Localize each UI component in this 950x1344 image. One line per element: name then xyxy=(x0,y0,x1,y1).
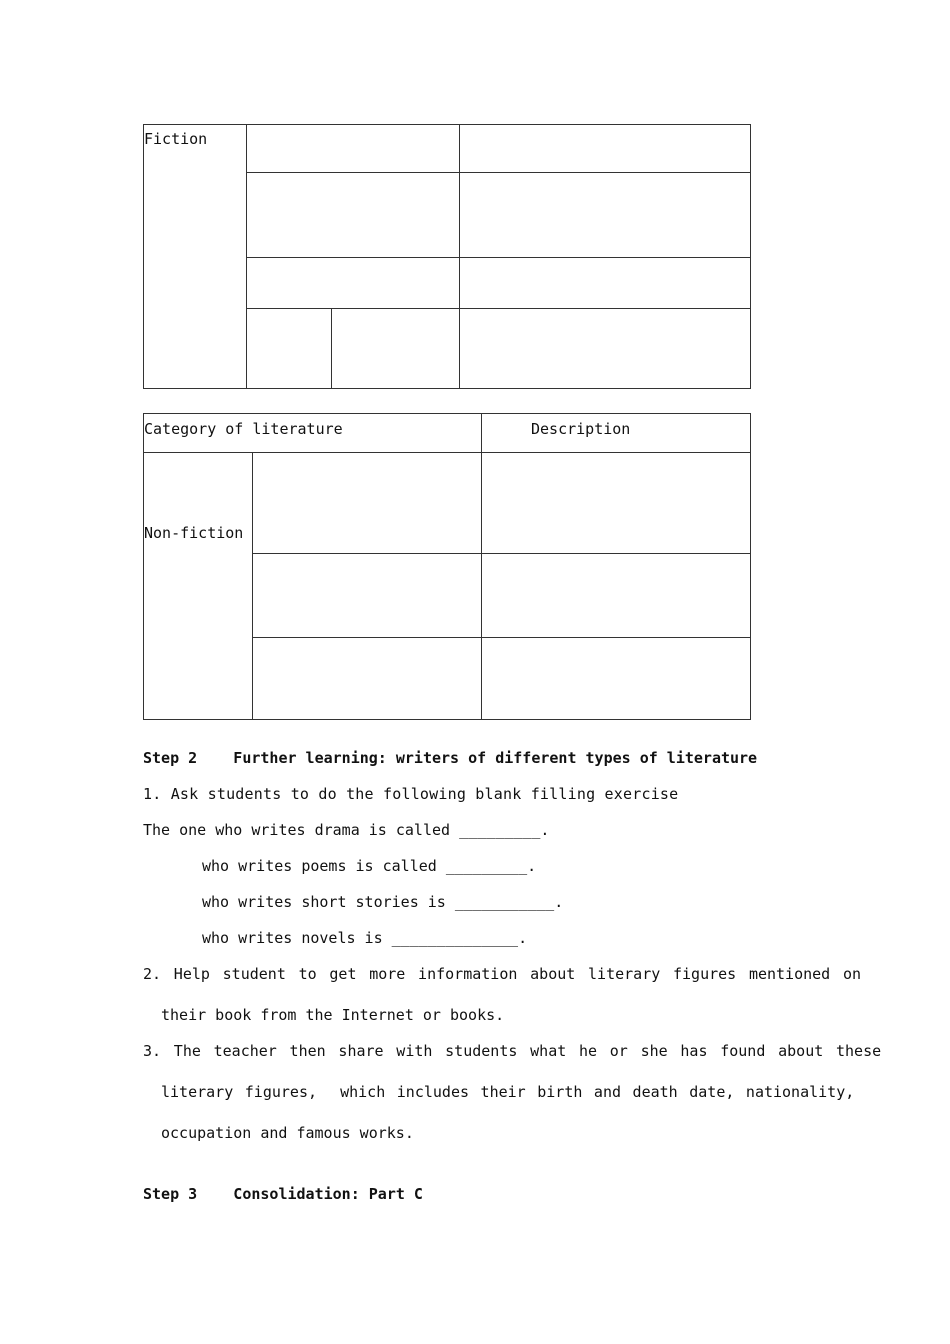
nonfiction-label: Non-fiction xyxy=(144,524,244,542)
fill-line-drama: The one who writes drama is called _________. xyxy=(143,821,550,839)
nonfiction-cell xyxy=(481,553,750,638)
step2-item2-line1: 2. Help student to get more information about literary figures mentioned on xyxy=(143,965,862,983)
nonfiction-label-cell xyxy=(144,452,253,719)
header-category: Category of literature xyxy=(144,420,343,438)
fiction-cell xyxy=(459,257,750,309)
fiction-cell xyxy=(459,308,750,388)
fiction-cell xyxy=(246,308,332,388)
fiction-cell xyxy=(246,257,460,309)
fiction-cell xyxy=(246,125,460,173)
step2-item3-line3: occupation and famous works. xyxy=(161,1124,414,1142)
fill-line-novels: who writes novels is ______________. xyxy=(202,929,528,947)
fill-line-poems: who writes poems is called _________. xyxy=(202,857,537,875)
fiction-cell xyxy=(331,308,460,388)
step2-item3-line1: 3. The teacher then share with students what he or she has found about these xyxy=(143,1042,882,1060)
step2-heading: Step 2 Further learning: writers of different types of literature xyxy=(143,749,758,767)
header-description: Description xyxy=(531,420,631,438)
nonfiction-cell xyxy=(252,553,482,638)
nonfiction-cell xyxy=(481,637,750,719)
fiction-table xyxy=(143,124,751,389)
fiction-cell xyxy=(246,172,460,258)
step2-item1: 1. Ask students to do the following blank filling exercise xyxy=(143,785,679,803)
fiction-cell xyxy=(459,172,750,258)
step2-item2-line2: their book from the Internet or books. xyxy=(161,1006,505,1024)
step3-heading: Step 3 Consolidation: Part C xyxy=(143,1185,423,1203)
nonfiction-cell xyxy=(252,452,482,554)
step2-item3-line2: literary figures, which includes their birth and death date, nationality, xyxy=(161,1083,855,1101)
nonfiction-cell xyxy=(252,637,482,719)
fill-line-short-stories: who writes short stories is ___________. xyxy=(202,893,564,911)
fiction-label: Fiction xyxy=(144,130,208,148)
fiction-cell xyxy=(459,125,750,173)
nonfiction-cell xyxy=(481,452,750,554)
nonfiction-table xyxy=(143,413,751,720)
fiction-label-cell xyxy=(144,125,247,388)
